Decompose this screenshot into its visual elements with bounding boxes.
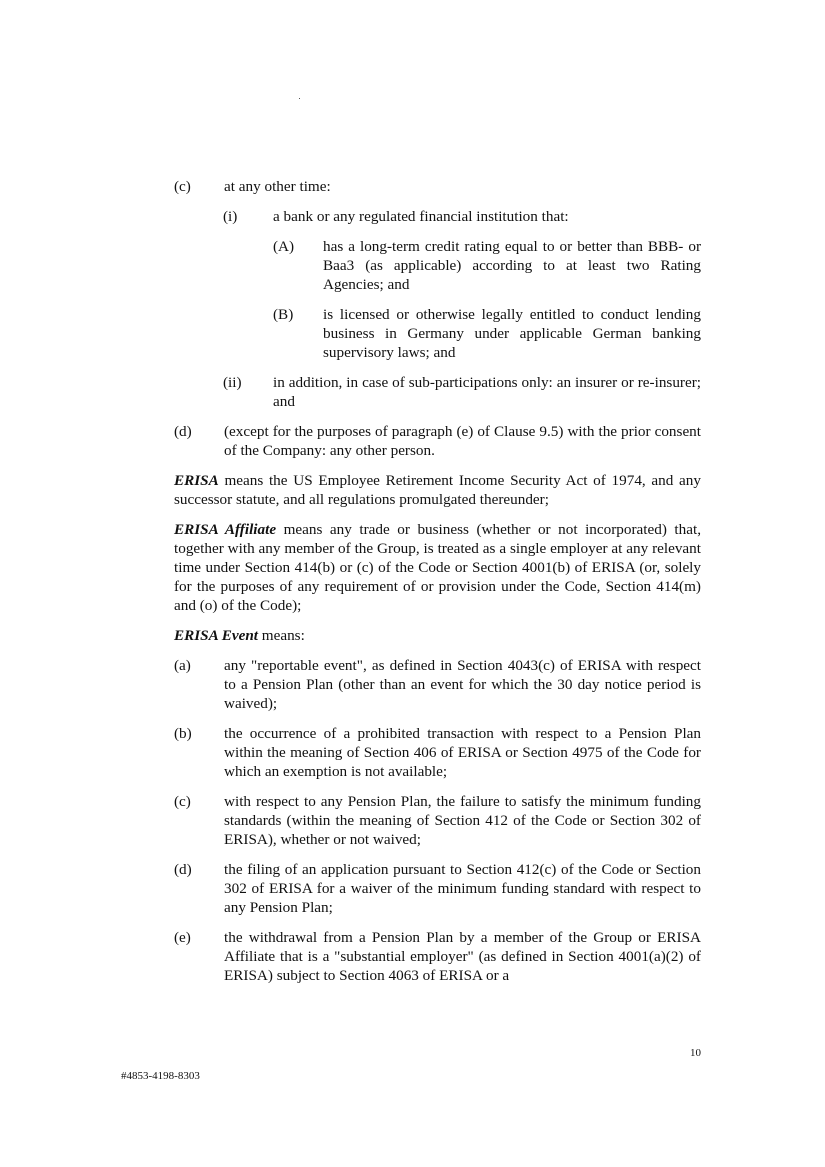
list-item-c	[174, 177, 701, 196]
list-item-c-i-a	[174, 237, 701, 294]
item-label: (ii)	[223, 374, 242, 391]
item-label: (e)	[174, 929, 191, 946]
item-text: (except for the purposes of paragraph (e) of Clause 9.5) with the prior consent of the Company: any other person.	[224, 423, 701, 459]
definition-erisa-event	[174, 626, 701, 645]
item-text: is licensed or otherwise legally entitled to conduct lending business in Germany under applicable German banking supervisory laws; and	[323, 306, 701, 361]
definition-text: means the US Employee Retirement Income Security Act of 1974, and any successor statute, and all regulations promulgated thereunder;	[174, 472, 701, 508]
item-text: any "reportable event", as defined in Section 4043(c) of ERISA with respect to a Pension Plan (other than an event for which the 30 day notice period is waived);	[224, 657, 701, 712]
speck-mark	[299, 98, 300, 99]
item-text: the withdrawal from a Pension Plan by a member of the Group or ERISA Affiliate that is a "substantial employer" (as defined in Section 4001(a)(2) of ERISA) subject to Section 4063 of ERISA or a	[224, 929, 701, 984]
definition-text: means any trade or business (whether or not incorporated) that, together with any member of the Group, is treated as a single employer at any relevant time under Section 414(b) or (c) of the Code or Section 4001(b) of ERISA (or, solely for the purposes of any requirement of or provision under the Code, Section 414(m) and (o) of the Code);	[174, 521, 701, 614]
document-body	[174, 177, 701, 996]
item-label: (A)	[273, 238, 295, 255]
erisa-event-item-b	[174, 724, 701, 781]
erisa-event-item-d	[174, 860, 701, 917]
list-item-c-i-b	[174, 305, 701, 362]
definition-erisa-affiliate	[174, 520, 701, 615]
definition-text: means:	[257, 627, 305, 644]
list-item-d	[174, 422, 701, 460]
item-text: with respect to any Pension Plan, the failure to satisfy the minimum funding standards (within the meaning of Section 412 of the Code or Section 302 of ERISA), whether or not waived;	[224, 793, 701, 848]
document-reference: #4853-4198-8303	[121, 1070, 200, 1082]
defined-term: ERISA	[174, 472, 219, 489]
page-number: 10	[690, 1047, 701, 1059]
item-label: (a)	[174, 657, 191, 674]
item-label: (c)	[174, 793, 191, 810]
defined-term: ERISA Event	[174, 627, 258, 644]
item-label: (c)	[174, 178, 191, 195]
item-label: (i)	[223, 208, 238, 225]
list-item-c-i	[174, 207, 701, 226]
item-text: the filing of an application pursuant to Section 412(c) of the Code or Section 302 of ERISA for a waiver of the minimum funding standard with respect to any Pension Plan;	[224, 861, 701, 916]
erisa-event-item-c	[174, 792, 701, 849]
defined-term: ERISA Affiliate	[174, 521, 277, 538]
item-text: has a long-term credit rating equal to or better than BBB- or Baa3 (as applicable) according to at least two Rating Agencies; and	[323, 238, 701, 293]
item-text: at any other time:	[224, 178, 331, 195]
item-label: (b)	[174, 725, 192, 742]
item-text: the occurrence of a prohibited transaction with respect to a Pension Plan within the meaning of Section 406 of ERISA or Section 4975 of the Code for which an exemption is not available;	[224, 725, 701, 780]
item-label: (d)	[174, 423, 192, 440]
item-text: in addition, in case of sub-participations only: an insurer or re-insurer; and	[273, 374, 701, 410]
definition-erisa	[174, 471, 701, 509]
erisa-event-item-e	[174, 928, 701, 985]
erisa-event-item-a	[174, 656, 701, 713]
item-label: (B)	[273, 306, 294, 323]
list-item-c-ii	[174, 373, 701, 411]
item-label: (d)	[174, 861, 192, 878]
item-text: a bank or any regulated financial institution that:	[273, 208, 569, 225]
